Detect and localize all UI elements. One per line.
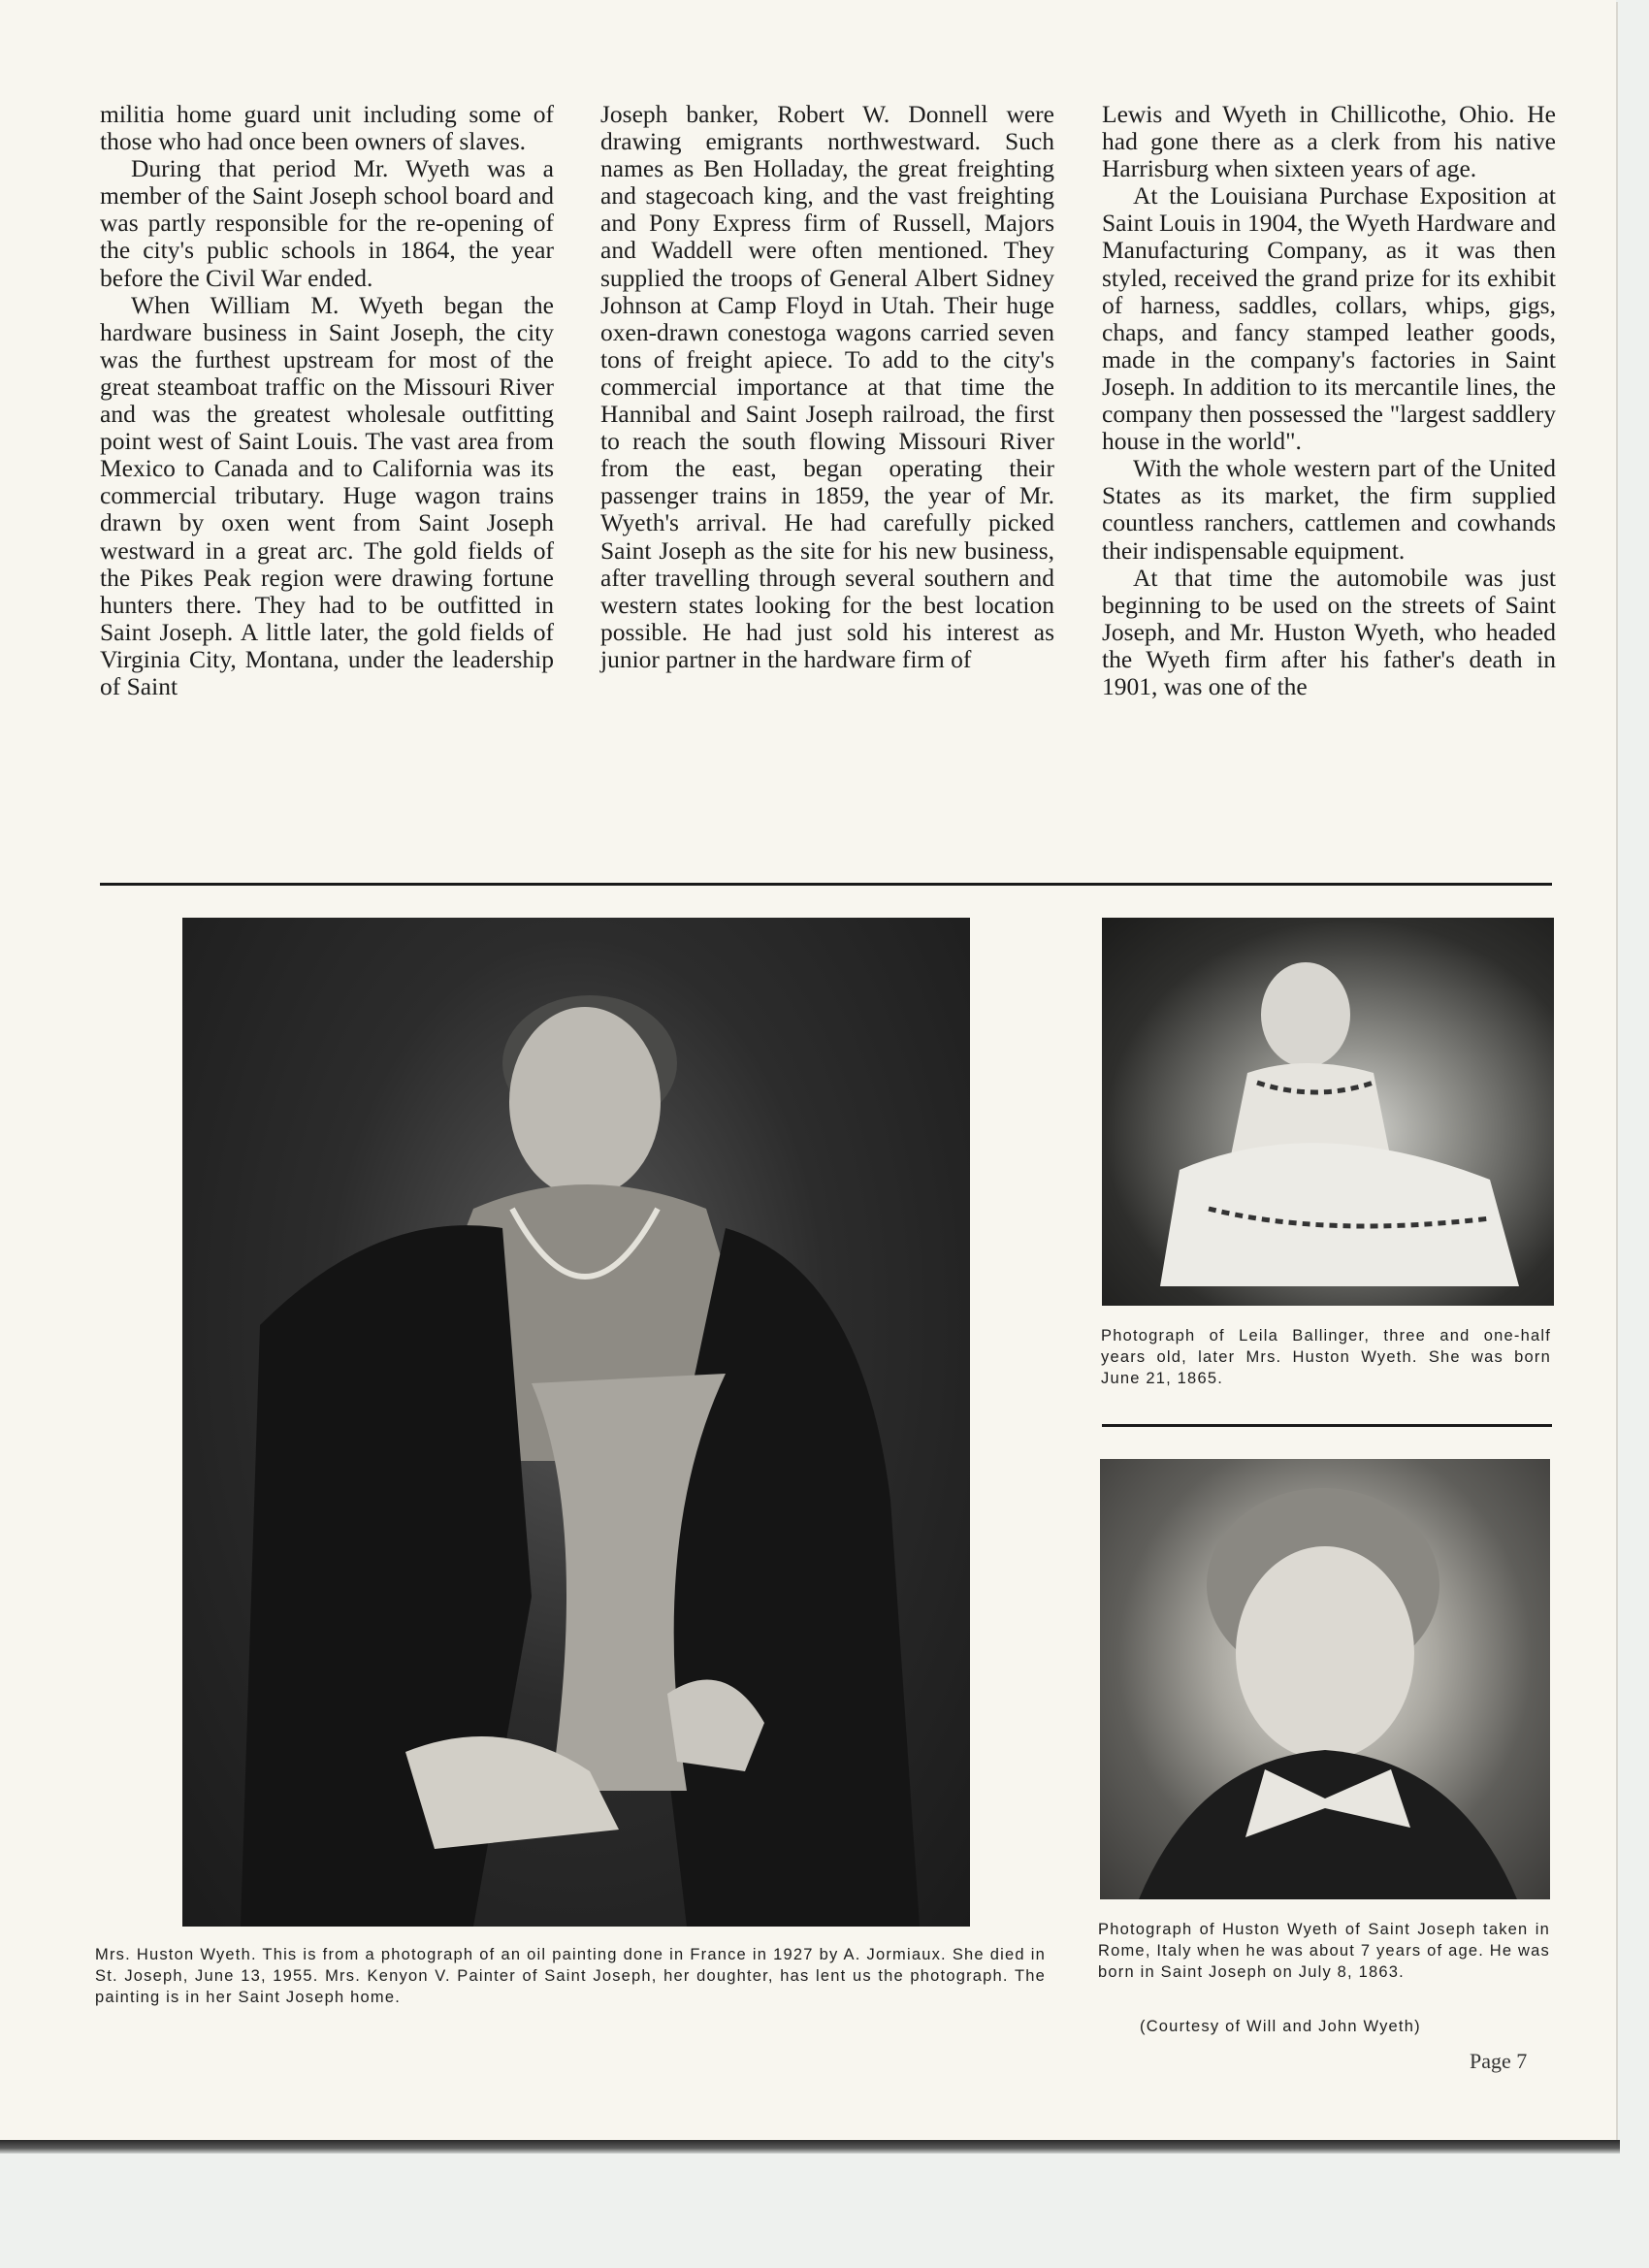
photo-leila-ballinger	[1102, 918, 1554, 1306]
paragraph: militia home guard unit including some of those who had once been owners of slaves.	[100, 100, 554, 156]
photo-huston-wyeth-child	[1100, 1459, 1550, 1899]
portrait-illustration	[182, 918, 970, 1927]
caption-divider	[1102, 1424, 1552, 1427]
text-column-1	[100, 101, 554, 700]
child-illustration	[1102, 918, 1554, 1306]
paragraph: Joseph banker, Robert W. Donnell were drawing emigrants northwestward. Such names as Ben Holladay, the great freighting and stagecoach king, and the vast freighting and Pony Express firm of Russell, Majors and Waddell were often mentioned. They supplied the troops of General Albert Sidney Johnson at Camp Floyd in Utah. Their huge oxen-drawn conestoga wagons carried seven tons of freight apiece. To add to the city's commercial importance at that time the Hannibal and Saint Joseph railroad, the first to reach the south flowing Missouri River from the east, began operating their passenger trains in 1859, the year of Mr. Wyeth's arrival. He had carefully picked Saint Joseph as the site for his new business, after travelling through several southern and western states looking for the best location possible. He had just sold his interest as junior partner in the hardware firm of	[600, 100, 1054, 673]
boy-illustration	[1100, 1459, 1550, 1899]
section-divider	[100, 883, 1552, 886]
caption-huston-wyeth-child: Photograph of Huston Wyeth of Saint Joseph taken in Rome, Italy when he was about 7 years of age. He was born in Saint Joseph on July 8, 1863.	[1098, 1921, 1550, 1981]
paragraph: With the whole western part of the United States as its market, the firm supplied countless ranchers, cattlemen and cowhands their indispensable equipment.	[1102, 454, 1556, 565]
caption-leila-ballinger: Photograph of Leila Ballinger, three and one-half years old, later Mrs. Huston Wyeth. She was born June 21, 1865.	[1101, 1327, 1551, 1387]
portrait-photo-mrs-wyeth	[182, 918, 970, 1927]
paragraph: When William M. Wyeth began the hardware business in Saint Joseph, the city was the furthest upstream for most of the great steamboat traffic on the Missouri River and was the greatest wholesale outfitting point west of Saint Louis. The vast area from Mexico to Canada and to California was its commercial tributary. Huge wagon trains drawn by oxen went from Saint Joseph westward in a great arc. The gold fields of the Pikes Peak region were drawing fortune hunters there. They had to be outfitted in Saint Joseph. A little later, the gold fields of Virginia City, Montana, under the leadership of Saint	[100, 290, 554, 700]
paragraph: During that period Mr. Wyeth was a member of the Saint Joseph school board and was partly responsible for the re-opening of the city's public schools in 1864, the year before the Civil War ended.	[100, 154, 554, 292]
text-column-3	[1102, 101, 1556, 700]
caption-mrs-wyeth: Mrs. Huston Wyeth. This is from a photograph of an oil painting done in France in 1927 by A. Jormiaux. She died in St. Joseph, June 13, 1955. Mrs. Kenyon V. Painter of Saint Joseph, her doughter, has lent us the photograph. The painting is in her Saint Joseph home.	[95, 1946, 1046, 2006]
paragraph: At that time the automobile was just beginning to be used on the streets of Saint Joseph, and Mr. Huston Wyeth, who headed the Wyeth firm after his father's death in 1901, was one of the	[1102, 563, 1556, 700]
text-column-2	[600, 101, 1054, 673]
page-number: Page 7	[1470, 2049, 1528, 2073]
page-edge-shadow	[0, 2140, 1620, 2154]
photo-credit: (Courtesy of Will and John Wyeth)	[1140, 2018, 1421, 2035]
paragraph: Lewis and Wyeth in Chillicothe, Ohio. He had gone there as a clerk from his native Harrisburg when sixteen years of age.	[1102, 100, 1556, 183]
paragraph: At the Louisiana Purchase Exposition at Saint Louis in 1904, the Wyeth Hardware and Manufacturing Company, as it was then styled, received the grand prize for its exhibit of harness, saddles, collars, whips, gigs, chaps, and fancy stamped leather goods, made in the company's factories in Saint Joseph. In addition to its mercantile lines, the company then possessed the "largest saddlery house in the world".	[1102, 181, 1556, 456]
